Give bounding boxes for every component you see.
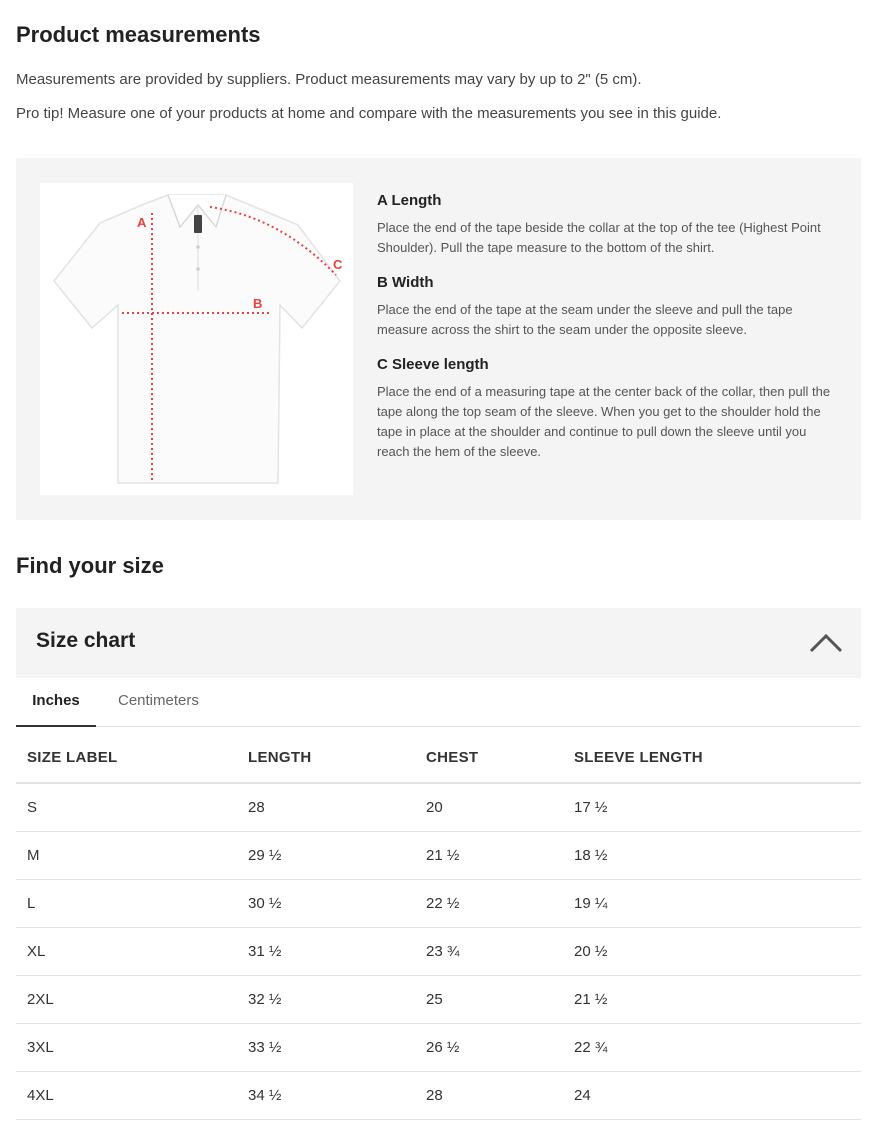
- sleeve-length-description: Place the end of a measuring tape at the center back of the collar, then pull the tape along the top seam of the sleeve. When you get to the shoulder hold the tape in place at the shoulder and continue to pull down the sleeve until you reach the hem of the sleeve.: [377, 384, 831, 459]
- cell-sleeve: 24: [563, 1072, 861, 1120]
- header-length: LENGTH: [237, 733, 415, 783]
- table-row: [16, 880, 861, 928]
- size-chart-title: Size chart: [36, 629, 136, 652]
- header-sleeve-length: SLEEVE LENGTH: [563, 733, 861, 783]
- table-row: [16, 928, 861, 976]
- cell-size: 3XL: [16, 1024, 237, 1072]
- cell-size: M: [16, 832, 237, 880]
- cell-chest: 21 ½: [415, 832, 563, 880]
- measurement-descriptions: [377, 192, 839, 478]
- cell-length: 32 ½: [237, 976, 415, 1024]
- cell-size: L: [16, 880, 237, 928]
- cell-sleeve: 18 ½: [563, 832, 861, 880]
- cell-size: 4XL: [16, 1072, 237, 1120]
- cell-length: 34 ½: [237, 1072, 415, 1120]
- cell-sleeve: 22 ¾: [563, 1024, 861, 1072]
- size-table: [16, 733, 861, 1120]
- cell-size: S: [16, 783, 237, 832]
- cell-chest: 22 ½: [415, 880, 563, 928]
- cell-size: 2XL: [16, 976, 237, 1024]
- measurement-note: Measurements are provided by suppliers. Product measurements may vary by up to 2" (5 cm).: [16, 71, 642, 88]
- length-description: Place the end of the tape beside the collar at the top of the tee (Highest Point Shoulder). Pull the tape measure to the bottom of the shirt.: [377, 220, 821, 255]
- marker-a: A: [137, 215, 147, 230]
- unit-tabs: [16, 678, 861, 727]
- product-measurements-title: Product measurements: [16, 22, 261, 47]
- table-row: [16, 832, 861, 880]
- table-row: [16, 1024, 861, 1072]
- cell-sleeve: 19 ¼: [563, 880, 861, 928]
- shirt-measurement-image: [40, 183, 353, 495]
- marker-b: B: [253, 296, 263, 311]
- cell-length: 31 ½: [237, 928, 415, 976]
- table-header-row: [16, 733, 861, 783]
- cell-chest: 25: [415, 976, 563, 1024]
- cell-chest: 26 ½: [415, 1024, 563, 1072]
- find-your-size-title: Find your size: [16, 553, 164, 578]
- cell-length: 33 ½: [237, 1024, 415, 1072]
- cell-chest: 28: [415, 1072, 563, 1120]
- cell-length: 28: [237, 783, 415, 832]
- table-row: [16, 1072, 861, 1120]
- chevron-up-icon[interactable]: [809, 632, 843, 654]
- tab-inches[interactable]: Inches: [16, 692, 96, 727]
- marker-c: C: [333, 257, 343, 272]
- tab-centimeters[interactable]: Centimeters: [118, 692, 199, 709]
- table-row: [16, 783, 861, 832]
- measurement-guide-panel: [16, 158, 861, 520]
- polo-shirt-illustration: [40, 183, 353, 495]
- cell-chest: 20: [415, 783, 563, 832]
- header-size-label: SIZE LABEL: [16, 733, 237, 783]
- cell-length: 29 ½: [237, 832, 415, 880]
- cell-sleeve: 21 ½: [563, 976, 861, 1024]
- cell-sleeve: 20 ½: [563, 928, 861, 976]
- cell-size: XL: [16, 928, 237, 976]
- length-title: A Length: [377, 192, 442, 209]
- header-chest: CHEST: [415, 733, 563, 783]
- sleeve-length-title: C Sleeve length: [377, 356, 489, 373]
- pro-tip: Pro tip! Measure one of your products at home and compare with the measurements you see in this guide.: [16, 105, 722, 122]
- width-description: Place the end of the tape at the seam under the sleeve and pull the tape measure across the shirt to the seam under the opposite sleeve.: [377, 302, 793, 337]
- cell-sleeve: 17 ½: [563, 783, 861, 832]
- cell-length: 30 ½: [237, 880, 415, 928]
- size-chart-header[interactable]: [16, 608, 861, 678]
- table-row: [16, 976, 861, 1024]
- width-title: B Width: [377, 274, 434, 291]
- cell-chest: 23 ¾: [415, 928, 563, 976]
